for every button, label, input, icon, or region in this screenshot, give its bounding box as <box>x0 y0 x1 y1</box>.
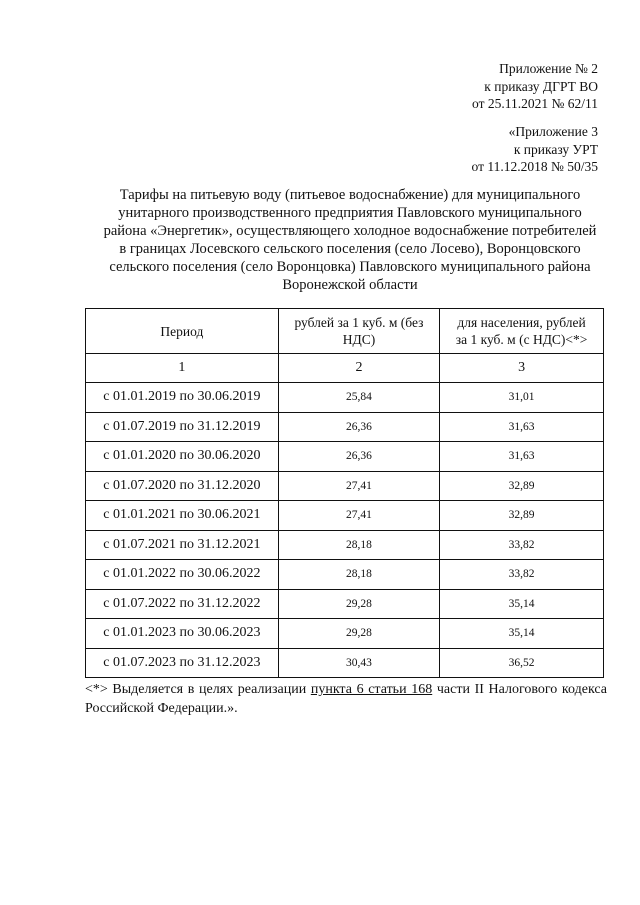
title-line: сельского поселения (село Воронцовка) Павловского муниципального района <box>109 259 591 275</box>
original-appendix-date: от 11.12.2018 № 50/35 <box>471 159 598 174</box>
title-line: района «Энергетик», осуществляющего холодное водоснабжение потребителей <box>103 223 597 239</box>
table-header-row <box>86 309 604 354</box>
footnote-law-reference: пункта 6 статьи 168 <box>310 682 433 697</box>
table-row <box>86 383 604 413</box>
header-line: для населения, рублей <box>457 315 586 330</box>
price-no-vat-cell: 25,84 <box>278 383 439 413</box>
price-with-vat-cell: 35,14 <box>440 619 604 649</box>
price-no-vat-cell: 27,41 <box>278 471 439 501</box>
period-cell: с 01.01.2019 по 30.06.2019 <box>86 383 279 413</box>
price-no-vat-cell: 27,41 <box>278 501 439 531</box>
price-no-vat-cell: 29,28 <box>278 619 439 649</box>
price-with-vat-cell: 31,01 <box>440 383 604 413</box>
tariff-table <box>85 308 604 678</box>
period-cell: с 01.07.2023 по 31.12.2023 <box>86 648 279 678</box>
table-row <box>86 412 604 442</box>
original-appendix-number: «Приложение 3 <box>508 124 598 139</box>
table-row <box>86 501 604 531</box>
period-cell: с 01.07.2019 по 31.12.2019 <box>86 412 279 442</box>
header-price-with-vat <box>440 309 604 354</box>
price-with-vat-cell: 31,63 <box>440 412 604 442</box>
table-row <box>86 471 604 501</box>
price-with-vat-cell: 32,89 <box>440 501 604 531</box>
table-row <box>86 648 604 678</box>
header-price-no-vat <box>278 309 439 354</box>
price-no-vat-cell: 28,18 <box>278 560 439 590</box>
price-with-vat-cell: 32,89 <box>440 471 604 501</box>
price-with-vat-cell: 36,52 <box>440 648 604 678</box>
price-no-vat-cell: 26,36 <box>278 412 439 442</box>
price-no-vat-cell: 30,43 <box>278 648 439 678</box>
title-line: Тарифы на питьевую воду (питьевое водоснабжение) для муниципального <box>119 187 581 203</box>
title-line: Воронежской области <box>282 277 418 293</box>
column-number: 1 <box>86 354 279 383</box>
appendix-header-original <box>472 123 598 176</box>
table-row <box>86 442 604 472</box>
table-row <box>86 560 604 590</box>
footnote-text: <*> Выделяется в целях реализации <box>85 682 311 697</box>
period-cell: с 01.07.2022 по 31.12.2022 <box>86 589 279 619</box>
period-cell: с 01.07.2021 по 31.12.2021 <box>86 530 279 560</box>
period-cell: с 01.01.2022 по 30.06.2022 <box>86 560 279 590</box>
period-cell: с 01.01.2020 по 30.06.2020 <box>86 442 279 472</box>
document-title <box>80 186 620 294</box>
column-number: 3 <box>440 354 604 383</box>
original-appendix-order: к приказу УРТ <box>513 141 598 157</box>
header-period: Период <box>86 309 279 354</box>
appendix-date: от 25.11.2021 № 62/11 <box>472 96 598 111</box>
column-number-row <box>86 354 604 383</box>
header-line: за 1 куб. м (с НДС)<*> <box>455 332 588 347</box>
footnote-text: части II Налогового кодекса Российской Федерации.». <box>85 682 607 716</box>
price-with-vat-cell: 31,63 <box>440 442 604 472</box>
price-no-vat-cell: 26,36 <box>278 442 439 472</box>
period-cell: с 01.01.2021 по 30.06.2021 <box>86 501 279 531</box>
price-with-vat-cell: 33,82 <box>440 560 604 590</box>
appendix-number: Приложение № 2 <box>499 61 598 76</box>
period-cell: с 01.01.2023 по 30.06.2023 <box>86 619 279 649</box>
title-line: унитарного производственного предприятия Павловского муниципального <box>118 205 582 221</box>
price-with-vat-cell: 35,14 <box>440 589 604 619</box>
period-cell: с 01.07.2020 по 31.12.2020 <box>86 471 279 501</box>
footnote <box>85 680 607 718</box>
header-line: НДС) <box>342 332 376 347</box>
table-row <box>86 589 604 619</box>
appendix-header-current <box>472 60 598 113</box>
appendix-order: к приказу ДГРТ ВО <box>484 78 598 94</box>
price-no-vat-cell: 29,28 <box>278 589 439 619</box>
table-row <box>86 530 604 560</box>
price-with-vat-cell: 33,82 <box>440 530 604 560</box>
title-line: в границах Лосевского сельского поселения (село Лосево), Воронцовского <box>119 241 581 257</box>
column-number: 2 <box>278 354 439 383</box>
price-no-vat-cell: 28,18 <box>278 530 439 560</box>
header-line: рублей за 1 куб. м (без <box>294 315 424 330</box>
table-row <box>86 619 604 649</box>
